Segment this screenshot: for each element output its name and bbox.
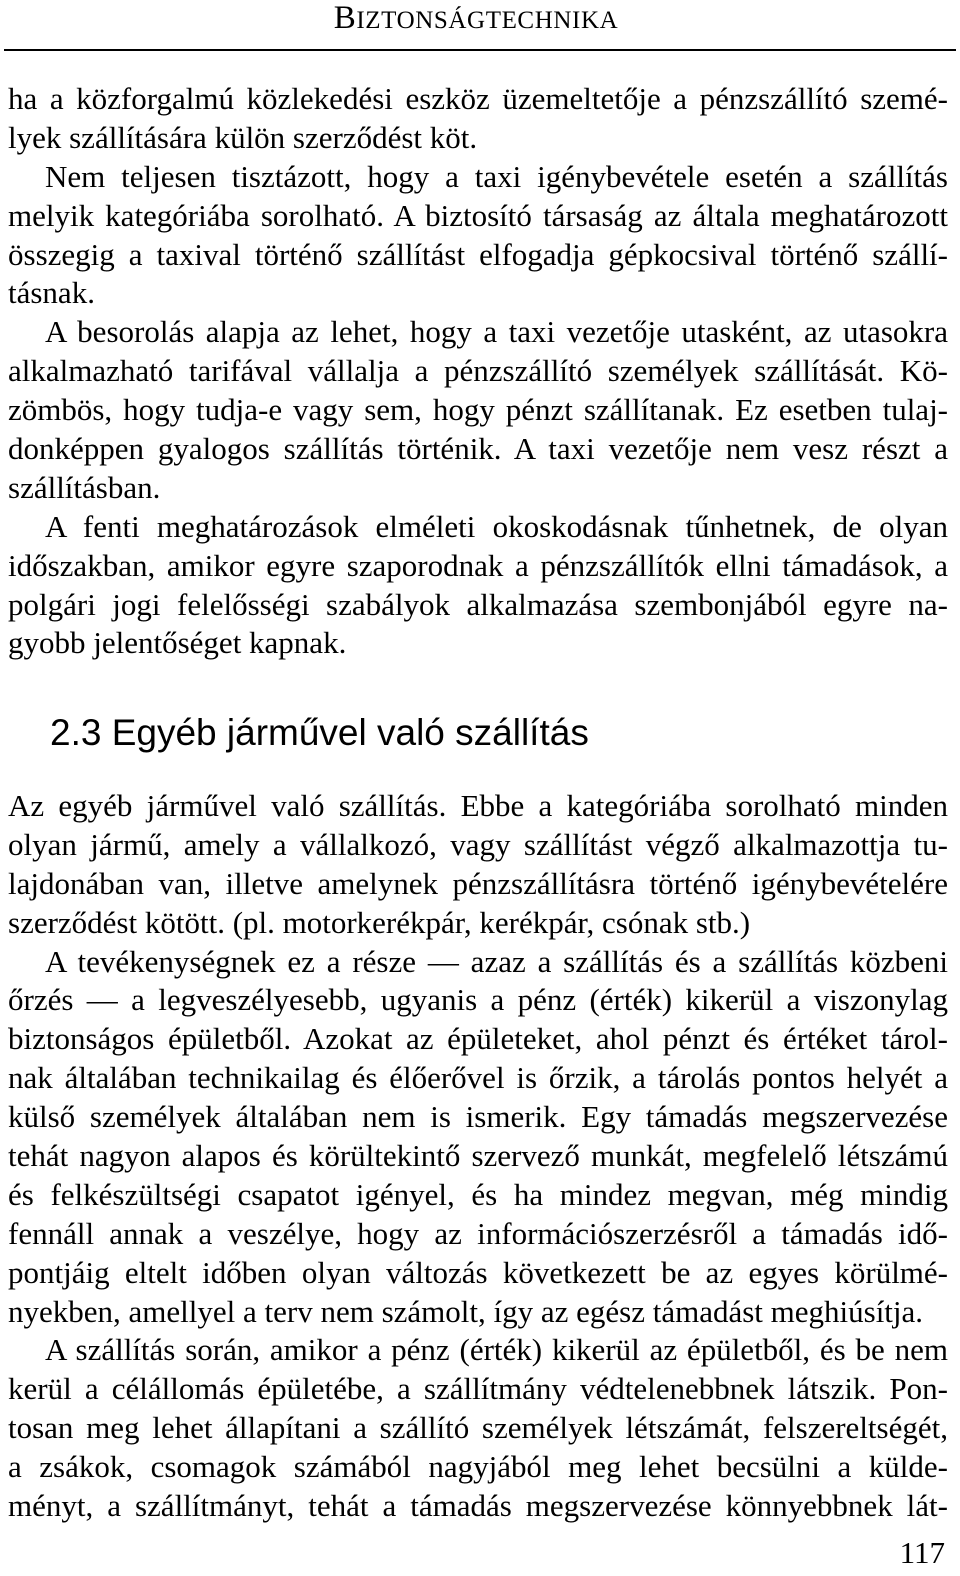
- section-title: Egyéb járművel való szállítás: [111, 712, 589, 753]
- text-line: biztonságos épületből. Azokat az épületeket, ahol pénzt és értéket tárol-: [8, 1021, 948, 1057]
- text-line: lajdonában van, illetve amelynek pénzszállításra történő igénybevételére: [8, 865, 948, 901]
- text-line: alkalmazható tarifával vállalja a pénzszállító személyek szállítását. Kö-: [8, 353, 948, 389]
- text-line: tehát nagyon alapos és körültekintő szervező munkát, megfelelő létszámú: [8, 1138, 948, 1174]
- section-number: 2.3: [50, 712, 102, 753]
- text-line: zömbös, hogy tudja-e vagy sem, hogy pénzt szállítanak. Ez esetben tulaj-: [8, 392, 948, 428]
- text-line: a zsákok, csomagok számából nagyjából meg lehet becsülni a külde-: [8, 1449, 948, 1485]
- text-line: Az egyéb járművel való szállítás. Ebbe a kategóriába sorolható minden: [8, 788, 948, 823]
- header-rule: [4, 49, 956, 51]
- text-line: ha a közforgalmú közlekedési eszköz üzemeltetője a pénzszállító szemé-: [8, 81, 948, 116]
- text-line: összegig a taxival történő szállítást elfogadja gépkocsival történő szállí-: [8, 236, 948, 272]
- page-number: 117: [899, 1535, 945, 1570]
- text-line: ményt, a szállítmányt, tehát a támadás megszervezése könnyebbnek lát-: [8, 1488, 948, 1524]
- text-line: A besorolás alapja az lehet, hogy a taxi vezetője utasként, az utasokra: [45, 314, 948, 350]
- text-line: A szállítás során, amikor a pénz (érték) kikerül az épületből, és be nem: [45, 1332, 948, 1368]
- paragraph: [8, 313, 948, 507]
- paragraph: [8, 787, 948, 943]
- text-line: kerül a célállomás épületébe, a szállítmány védtelenebbnek látszik. Pon-: [8, 1371, 948, 1407]
- running-head-title: BIZTONSÁGTECHNIKA: [333, 0, 619, 36]
- body-text-after-heading: [8, 787, 948, 1526]
- body-text-before-heading: [8, 80, 948, 663]
- text-line: és felkészültségi csapatot igényel, és ha mindez megvan, még mindig: [8, 1176, 948, 1212]
- text-line: tosan meg lehet állapítani a szállító személyek létszámát, felszereltségét,: [8, 1410, 948, 1446]
- text-line: szállításban.: [8, 469, 161, 505]
- text-line: Nem teljesen tisztázott, hogy a taxi igénybevétele esetén a szállítás: [45, 158, 948, 194]
- paragraph: [8, 158, 948, 314]
- text-line: melyik kategóriába sorolható. A biztosító társaság az általa meghatározott: [8, 197, 948, 233]
- text-line: őrzés — a legveszélyesebb, ugyanis a pénz (érték) kikerül a viszonylag: [8, 982, 948, 1018]
- paragraph: [8, 508, 948, 664]
- text-line: A tevékenységnek ez a része — azaz a szállítás és a szállítás közbeni: [45, 943, 948, 979]
- section-heading: [50, 710, 589, 756]
- text-line: szerződést kötött. (pl. motorkerékpár, kerékpár, csónak stb.): [8, 904, 751, 940]
- text-line: olyan jármű, amely a vállalkozó, vagy szállítást végző alkalmazottja tu-: [8, 826, 948, 862]
- text-line: fennáll annak a veszélye, hogy az információszerzésről a támadás idő-: [8, 1215, 948, 1251]
- text-line: gyobb jelentőséget kapnak.: [8, 625, 347, 661]
- text-line: lyek szállítására külön szerződést köt.: [8, 119, 478, 155]
- text-line: nyekben, amellyel a terv nem számolt, így az egész támadást meghiúsítja.: [8, 1293, 924, 1329]
- paragraph: [8, 1331, 948, 1525]
- paragraph: [8, 943, 948, 1332]
- text-line: polgári jogi felelősségi szabályok alkalmazása szembonjából egyre na-: [8, 586, 948, 622]
- text-line: nak általában technikailag és élőerővel is őrzik, a tárolás pontos helyét a: [8, 1060, 948, 1096]
- running-head: [0, 1, 952, 38]
- text-line: donképpen gyalogos szállítás történik. A taxi vezetője nem vesz részt a: [8, 431, 948, 467]
- text-line: A fenti meghatározások elméleti okoskodásnak tűnhetnek, de olyan: [45, 508, 948, 544]
- text-line: pontjáig eltelt időben olyan változás következett be az egyes körülmé-: [8, 1254, 948, 1290]
- text-line: időszakban, amikor egyre szaporodnak a pénzszállítók ellni támadások, a: [8, 547, 948, 583]
- text-line: külső személyek általában nem is ismerik. Egy támadás megszervezése: [8, 1099, 948, 1135]
- text-line: tásnak.: [8, 275, 95, 311]
- paragraph: [8, 80, 948, 158]
